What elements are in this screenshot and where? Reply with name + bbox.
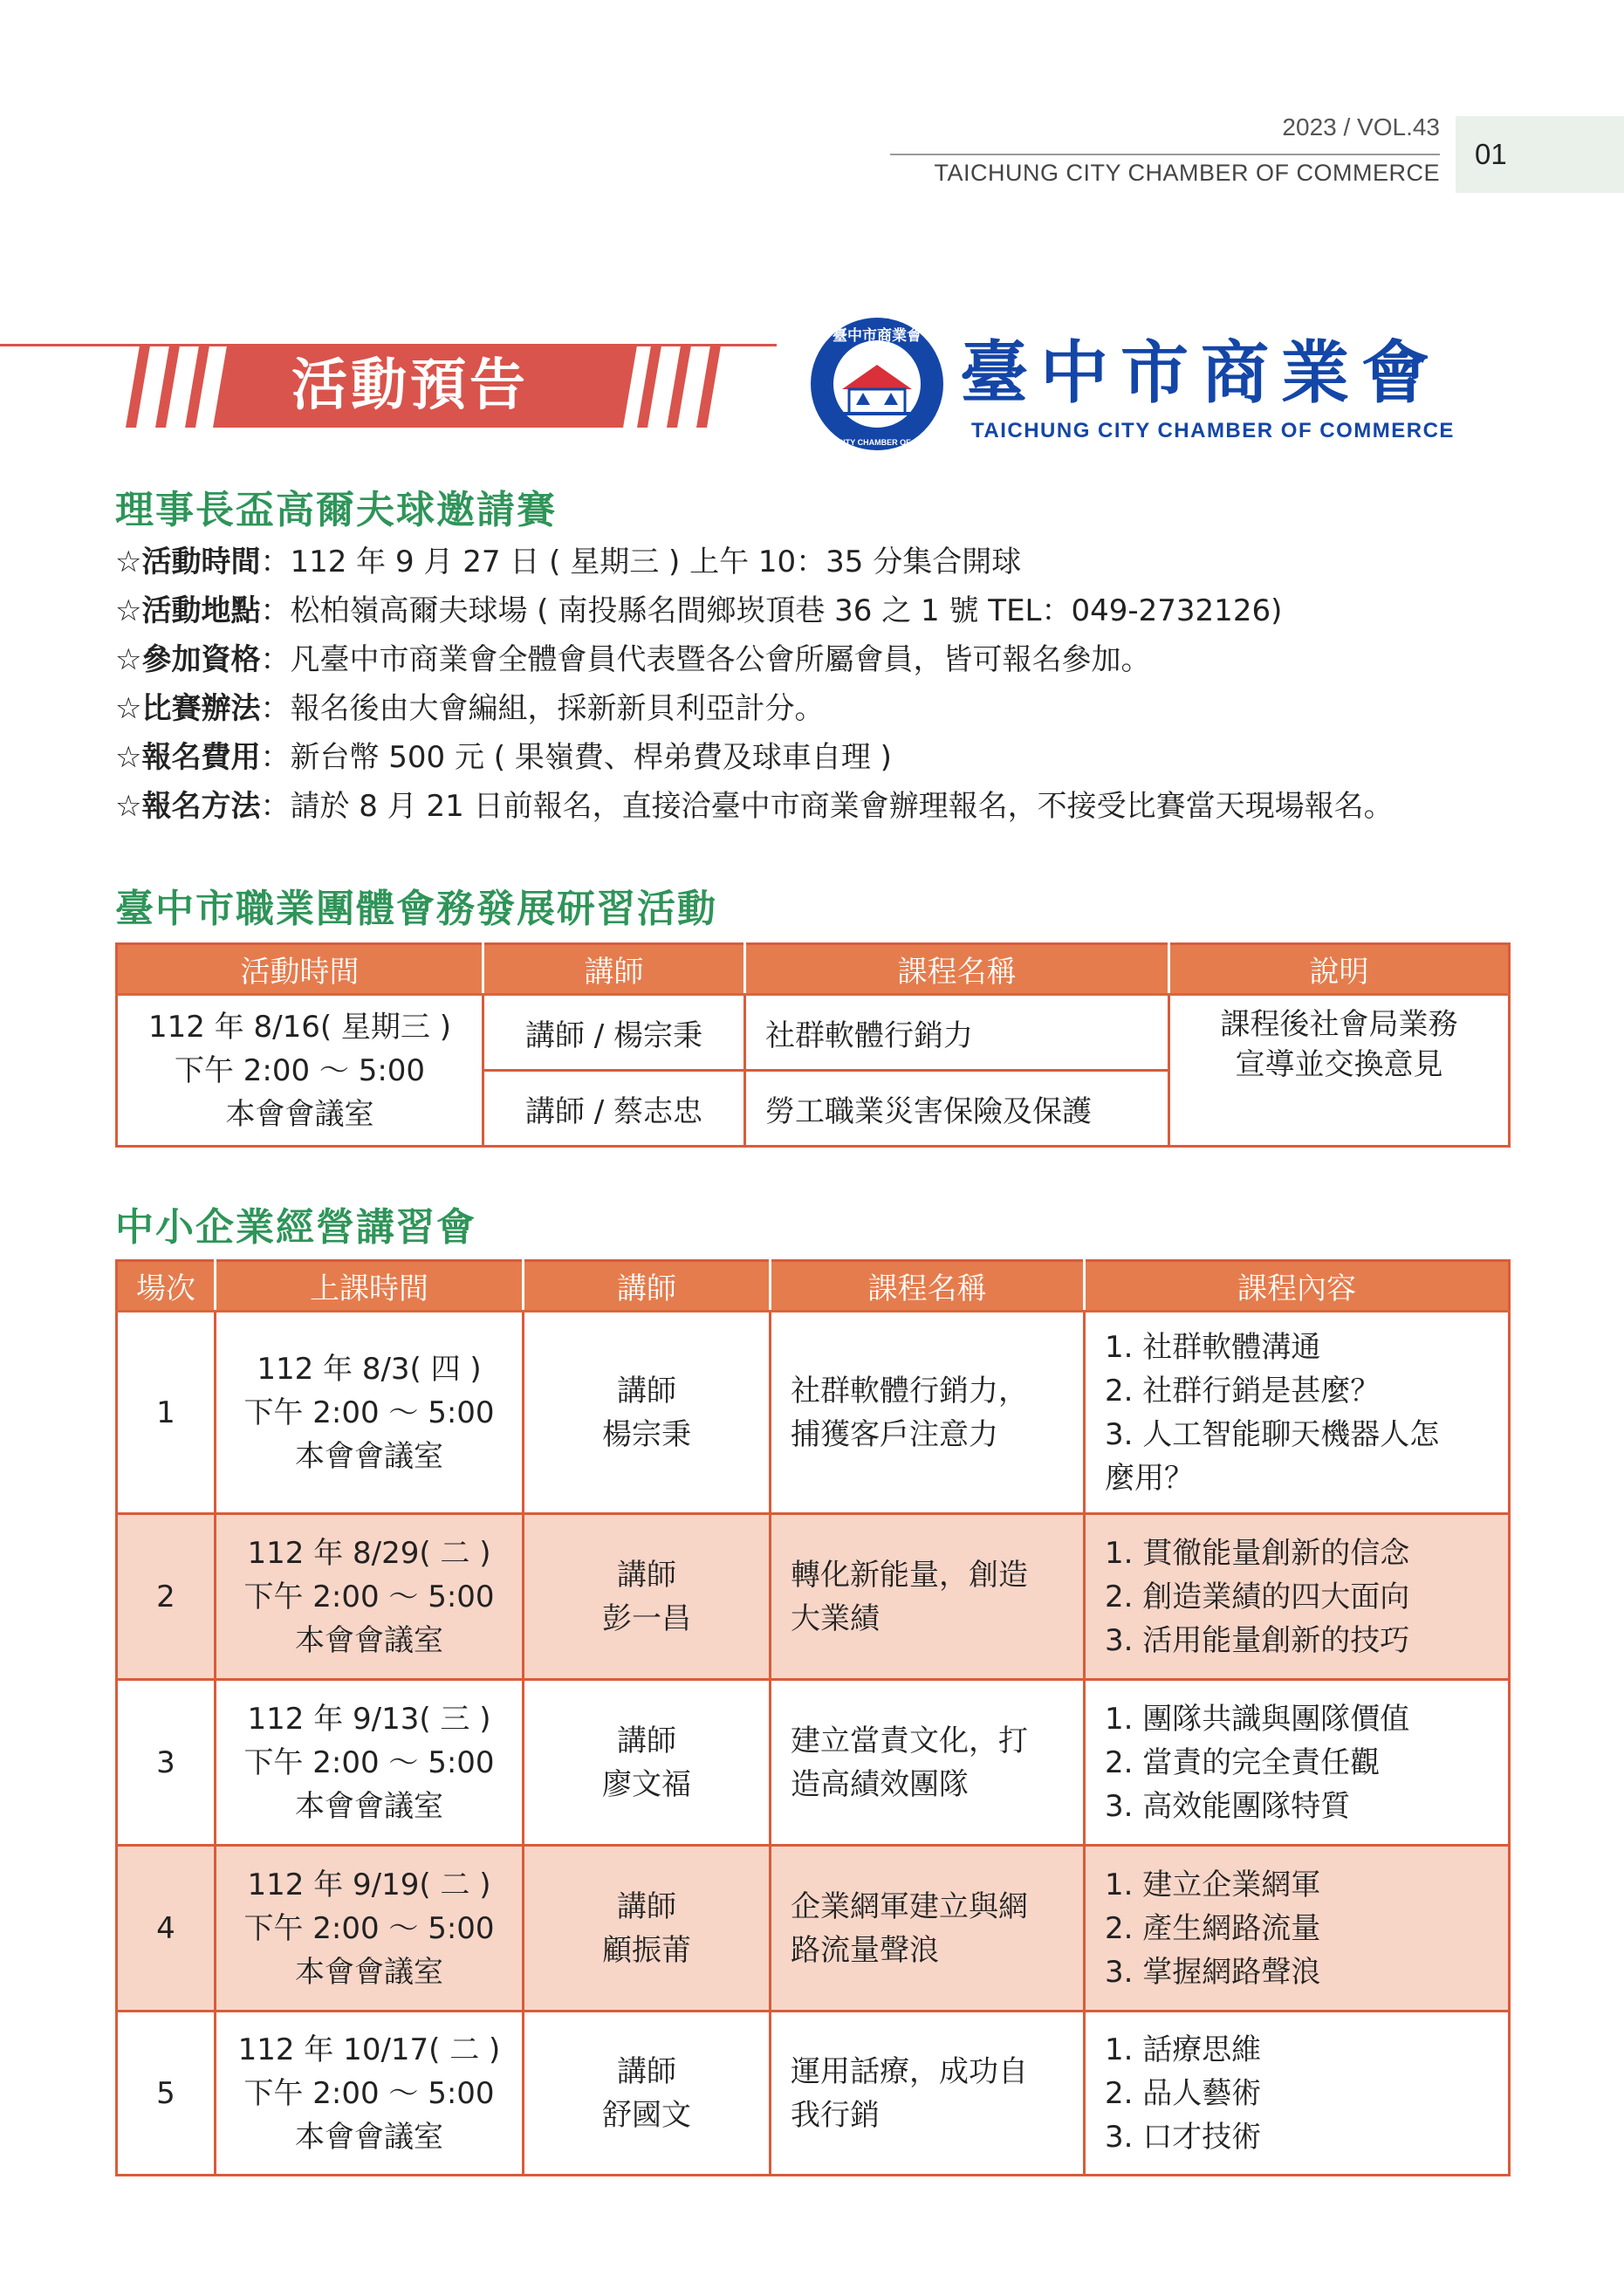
golf-info-list (115, 538, 1394, 831)
table-row (117, 1846, 1510, 2012)
content-cell (1085, 1312, 1510, 1514)
content-line: 3. 高效能團隊特質 (1105, 1788, 1351, 1824)
content-cell (1085, 1514, 1510, 1680)
info-label: ☆參加資格 (115, 642, 261, 677)
banner-title: 活動預告 (291, 353, 529, 418)
header-divider (890, 154, 1440, 155)
table-row (117, 1514, 1510, 1680)
content-cell (1085, 1846, 1510, 2012)
workshop-time-cell (117, 995, 483, 1147)
teacher-cell (524, 2012, 771, 2176)
content-line: 3. 活用能量創新的技巧 (1105, 1622, 1410, 1658)
course-line: 大業績 (791, 1600, 880, 1636)
course-cell (771, 2012, 1085, 2176)
time-line: 112 年 9/13( 三 ) (247, 1701, 491, 1737)
info-label: ☆活動地點 (115, 593, 261, 628)
info-row-signup (115, 782, 1394, 831)
teacher-name: 彭一昌 (602, 1600, 691, 1636)
content-line: 2. 社群行銷是甚麼？ (1105, 1373, 1381, 1408)
content-cell (1085, 1680, 1510, 1846)
info-row-eligibility (115, 635, 1394, 684)
page-number: 01 (1475, 138, 1507, 170)
col-header: 課程內容 (1085, 1261, 1510, 1312)
teacher-name: 舒國文 (602, 2097, 691, 2133)
course-cell (771, 1846, 1085, 2012)
session-number: 3 (117, 1680, 216, 1846)
teacher-title: 講師 (617, 1557, 676, 1593)
note-line: 宣導並交換意見 (1235, 1047, 1443, 1082)
teacher-cell (524, 1312, 771, 1514)
course-line: 運用話療，成功自 (791, 2053, 1028, 2089)
content-line: 1. 團隊共識與團隊價值 (1105, 1701, 1410, 1737)
info-value: ：凡臺中市商業會全體會員代表暨各公會所屬會員，皆可報名參加。 (260, 642, 1151, 677)
session-number: 2 (117, 1514, 216, 1680)
session-number: 5 (117, 2012, 216, 2176)
time-line: 下午 2:00 ～ 5:00 (243, 1579, 495, 1614)
time-line: 下午 2:00 ～ 5:00 (243, 1910, 495, 1946)
content-line: 3. 掌握網路聲浪 (1105, 1954, 1321, 1990)
col-header: 上課時間 (216, 1261, 524, 1312)
teacher-cell (524, 1846, 771, 2012)
info-label: ☆活動時間 (115, 545, 261, 579)
time-line: 112 年 10/17( 二 ) (237, 2032, 501, 2067)
content-line: 1. 貫徹能量創新的信念 (1105, 1535, 1410, 1571)
teacher-name: 楊宗秉 (602, 1416, 691, 1452)
course-line: 我行銷 (791, 2097, 880, 2133)
header-org-name: TAICHUNG CITY CHAMBER OF COMMERCE (934, 160, 1440, 186)
time-line: 下午 2:00 ～ 5:00 (243, 2075, 495, 2111)
col-header: 講師 (483, 944, 745, 995)
info-value: ：112 年 9 月 27 日 ( 星期三 ) 上午 10：35 分集合開球 (260, 545, 1022, 579)
teacher-title: 講師 (617, 1888, 676, 1924)
course-cell (771, 1312, 1085, 1514)
time-cell (216, 1514, 524, 1680)
teacher-cell (524, 1514, 771, 1680)
col-header: 課程名稱 (745, 944, 1169, 995)
time-line: 下午 2:00 ～ 5:00 (243, 1395, 495, 1430)
sme-table (115, 1259, 1511, 2176)
info-value: ：報名後由大會編組，採新新貝利亞計分。 (260, 691, 825, 726)
time-line: 112 年 8/3( 四 ) (257, 1351, 482, 1387)
time-cell (216, 2012, 524, 2176)
teacher-name: 顧振莆 (602, 1932, 691, 1968)
time-line: 112 年 8/29( 二 ) (247, 1535, 491, 1571)
time-line: 本會會議室 (295, 1788, 443, 1824)
note-cell (1169, 995, 1510, 1147)
table-row (117, 2012, 1510, 2176)
content-line: 1. 建立企業網軍 (1105, 1867, 1321, 1902)
col-header: 課程名稱 (771, 1261, 1085, 1312)
section-title-golf: 理事長盃高爾夫球邀請賽 (115, 488, 557, 532)
table-row (117, 1680, 1510, 1846)
content-line: 1. 社群軟體溝通 (1105, 1329, 1321, 1365)
table-row (117, 995, 1510, 1071)
info-row-venue (115, 586, 1394, 635)
seal-top-text: 臺中市商業會 (833, 327, 922, 345)
section-title-workshop: 臺中市職業團體會務發展研習活動 (115, 887, 717, 931)
content-line: 3. 口才技術 (1105, 2119, 1262, 2155)
course-cell (771, 1680, 1085, 1846)
course-line: 建立當責文化，打 (791, 1723, 1028, 1758)
info-row-rules (115, 684, 1394, 733)
content-line: 麼用？ (1105, 1460, 1194, 1496)
time-line: 112 年 9/19( 二 ) (247, 1867, 491, 1902)
content-cell (1085, 2012, 1510, 2176)
content-line: 2. 當責的完全責任觀 (1105, 1744, 1381, 1780)
note-line: 課程後社會局業務 (1220, 1007, 1458, 1042)
time-cell (216, 1846, 524, 2012)
course-cell: 社群軟體行銷力 (745, 995, 1169, 1071)
course-line: 造高績效團隊 (791, 1766, 969, 1802)
info-value: ：請於 8 月 21 日前報名，直接洽臺中市商業會辦理報名，不接受比賽當天現場報名。 (260, 789, 1394, 824)
time-line: 本會會議室 (295, 1954, 443, 1990)
course-line: 企業網軍建立與網 (791, 1888, 1028, 1924)
time-line: 本會會議室 (225, 1096, 374, 1132)
teacher-cell: 講師 / 楊宗秉 (483, 995, 745, 1071)
content-line: 3. 人工智能聊天機器人怎 (1105, 1416, 1440, 1452)
col-header: 場次 (117, 1261, 216, 1312)
info-row-fee (115, 733, 1394, 782)
teacher-title: 講師 (617, 1373, 676, 1408)
teacher-name: 廖文福 (602, 1766, 691, 1802)
time-line: 下午 2:00 ～ 5:00 (174, 1052, 426, 1088)
col-header: 活動時間 (117, 944, 483, 995)
content-line: 2. 品人藝術 (1105, 2075, 1262, 2111)
content-line: 2. 創造業績的四大面向 (1105, 1579, 1410, 1614)
table-row (117, 1312, 1510, 1514)
teacher-title: 講師 (617, 2053, 676, 2089)
info-value: ：新台幣 500 元 ( 果嶺費、桿弟費及球車自理 ) (260, 740, 892, 775)
workshop-table (115, 942, 1511, 1148)
course-line: 轉化新能量，創造 (791, 1557, 1028, 1593)
time-cell (216, 1680, 524, 1846)
time-line: 本會會議室 (295, 1622, 443, 1658)
time-line: 本會會議室 (295, 1438, 443, 1474)
info-row-time (115, 538, 1394, 586)
info-label: ☆報名方法 (115, 789, 261, 824)
content-line: 2. 產生網路流量 (1105, 1910, 1321, 1946)
course-line: 路流量聲浪 (791, 1932, 939, 1968)
info-label: ☆報名費用 (115, 740, 261, 775)
teacher-cell: 講師 / 蔡志忠 (483, 1071, 745, 1147)
col-header: 說明 (1169, 944, 1510, 995)
logo-name-en: TAICHUNG CITY CHAMBER OF COMMERCE (971, 419, 1455, 442)
course-cell: 勞工職業災害保險及保護 (745, 1071, 1169, 1147)
session-number: 4 (117, 1846, 216, 2012)
info-label: ☆比賽辦法 (115, 691, 261, 726)
issue-label: 2023 / VOL.43 (1282, 113, 1440, 141)
time-line: 下午 2:00 ～ 5:00 (243, 1744, 495, 1780)
time-line: 112 年 8/16( 星期三 ) (147, 1009, 451, 1045)
teacher-title: 講師 (617, 1723, 676, 1758)
course-cell (771, 1514, 1085, 1680)
course-line: 社群軟體行銷力， (791, 1373, 1028, 1408)
session-number: 1 (117, 1312, 216, 1514)
time-cell (216, 1312, 524, 1514)
teacher-cell (524, 1680, 771, 1846)
chamber-seal-icon (794, 314, 960, 454)
seal-ring-text: TAICHUNG CITY CHAMBER OF COMMERCE (794, 438, 960, 447)
col-header: 講師 (524, 1261, 771, 1312)
section-title-sme: 中小企業經營講習會 (115, 1205, 476, 1250)
info-value: ：松柏嶺高爾夫球場 ( 南投縣名間鄉崁頂巷 36 之 1 號 TEL：049-2732126) (260, 593, 1283, 628)
content-line: 1. 話療思維 (1105, 2032, 1262, 2067)
course-line: 捕獲客戶注意力 (791, 1416, 998, 1452)
time-line: 本會會議室 (295, 2119, 443, 2155)
logo-name-cn: 臺中市商業會 (960, 333, 1442, 413)
